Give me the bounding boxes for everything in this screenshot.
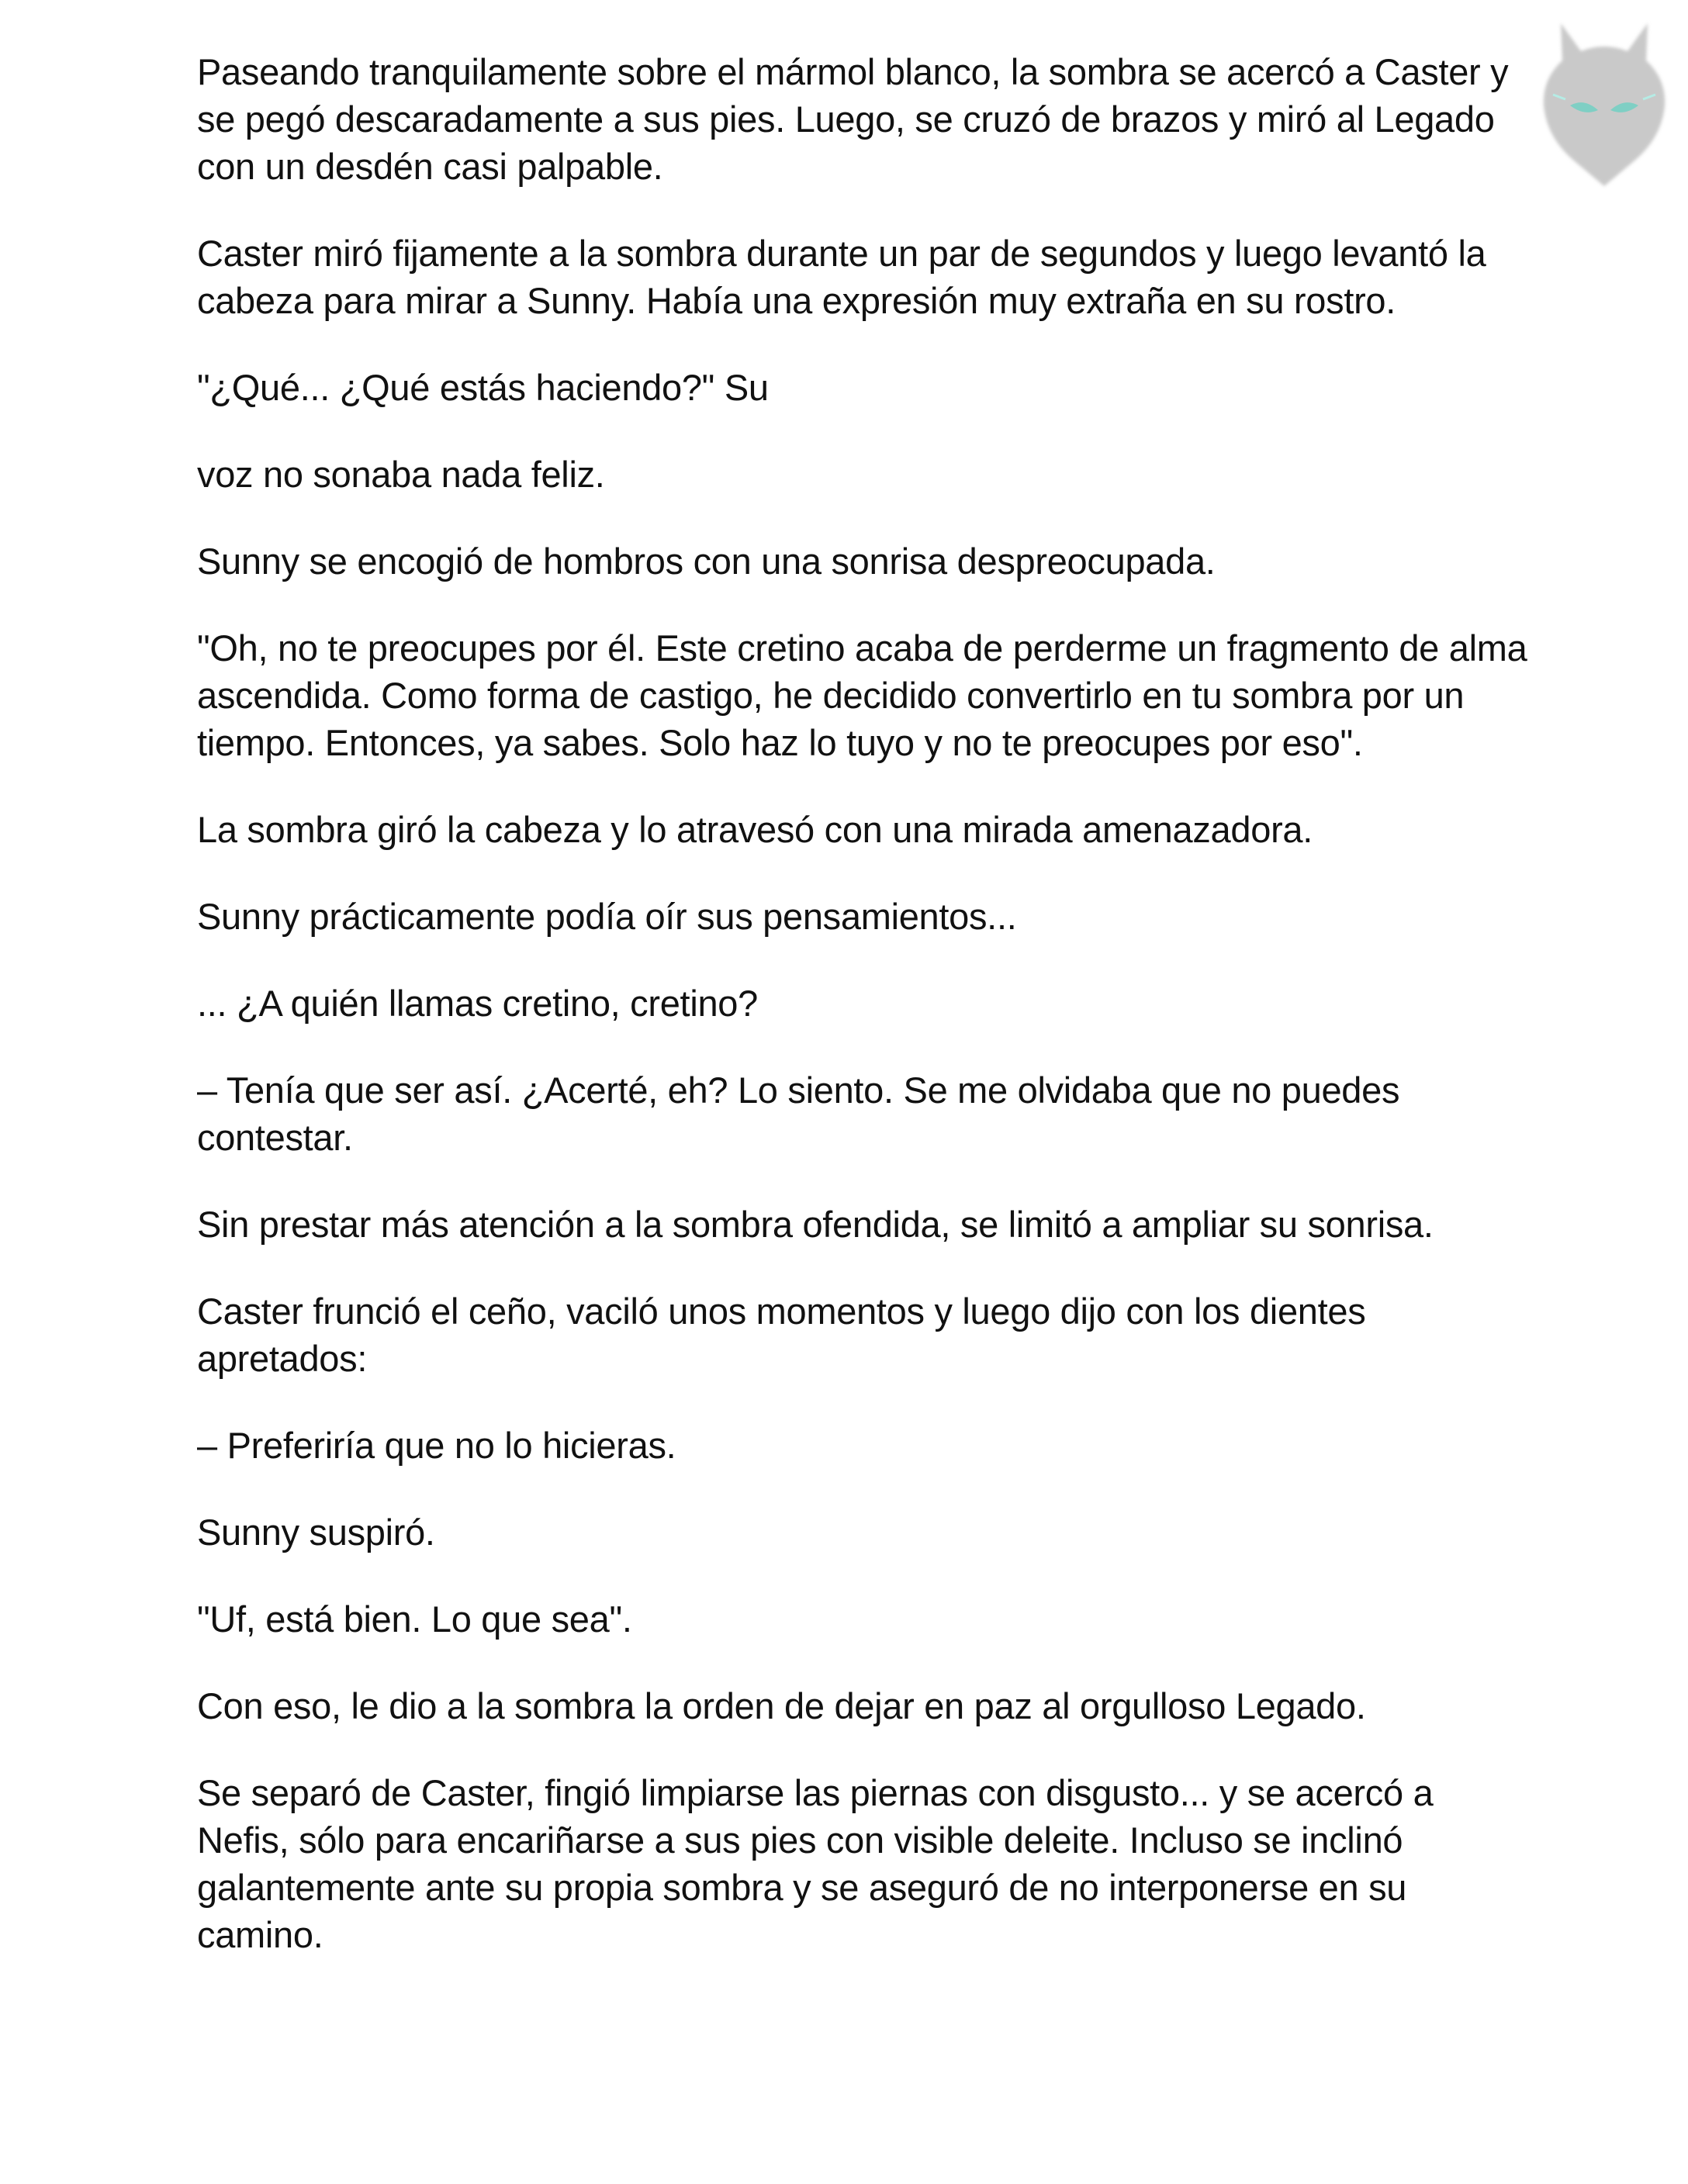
paragraph: La sombra giró la cabeza y lo atravesó con una mirada amenazadora. [197, 809, 1313, 850]
paragraph: Sunny prácticamente podía oír sus pensamientos... [197, 896, 1017, 937]
paragraph: ... ¿A quién llamas cretino, cretino? [197, 983, 758, 1024]
paragraph: Caster miró fijamente a la sombra durante un par de segundos y luego levantó la cabeza para mirar a Sunny. Había una expresión muy extraña en su rostro. [197, 233, 1486, 321]
paragraph: Sin prestar más atención a la sombra ofendida, se limitó a ampliar su sonrisa. [197, 1204, 1434, 1245]
paragraph: "Oh, no te preocupes por él. Este cretino acaba de perderme un fragmento de alma ascendida. Como forma de castigo, he decidido convertirlo en tu sombra por un tiempo. Entonces, ya sabes. Solo haz lo tuyo y no te preocupes por eso". [197, 627, 1527, 763]
document-body [197, 48, 1531, 1998]
paragraph: – Preferiría que no lo hicieras. [197, 1425, 676, 1466]
paragraph: "¿Qué... ¿Qué estás haciendo?" Su [197, 367, 769, 408]
paragraph: "Uf, está bien. Lo que sea". [197, 1598, 632, 1640]
paragraph: Con eso, le dio a la sombra la orden de dejar en paz al orgulloso Legado. [197, 1685, 1366, 1726]
paragraph: Caster frunció el ceño, vaciló unos momentos y luego dijo con los dientes apretados: [197, 1291, 1366, 1379]
paragraph: Se separó de Caster, fingió limpiarse las piernas con disgusto... y se acercó a Nefis, sólo para encariñarse a sus pies con visible deleite. Incluso se inclinó galantemente ante su propia sombra y se aseguró de no interponerse en su camino. [197, 1772, 1434, 1955]
paragraph: – Tenía que ser así. ¿Acerté, eh? Lo siento. Se me olvidaba que no puedes contestar. [197, 1070, 1400, 1158]
paragraph: Sunny suspiró. [197, 1512, 435, 1553]
paragraph: voz no sonaba nada feliz. [197, 454, 605, 495]
paragraph: Sunny se encogió de hombros con una sonrisa despreocupada. [197, 541, 1216, 582]
demon-head-icon [1530, 14, 1679, 194]
paragraph: Paseando tranquilamente sobre el mármol blanco, la sombra se acercó a Caster y se pegó descaradamente a sus pies. Luego, se cruzó de brazos y miró al Legado con un desdén casi palpable. [197, 51, 1509, 187]
